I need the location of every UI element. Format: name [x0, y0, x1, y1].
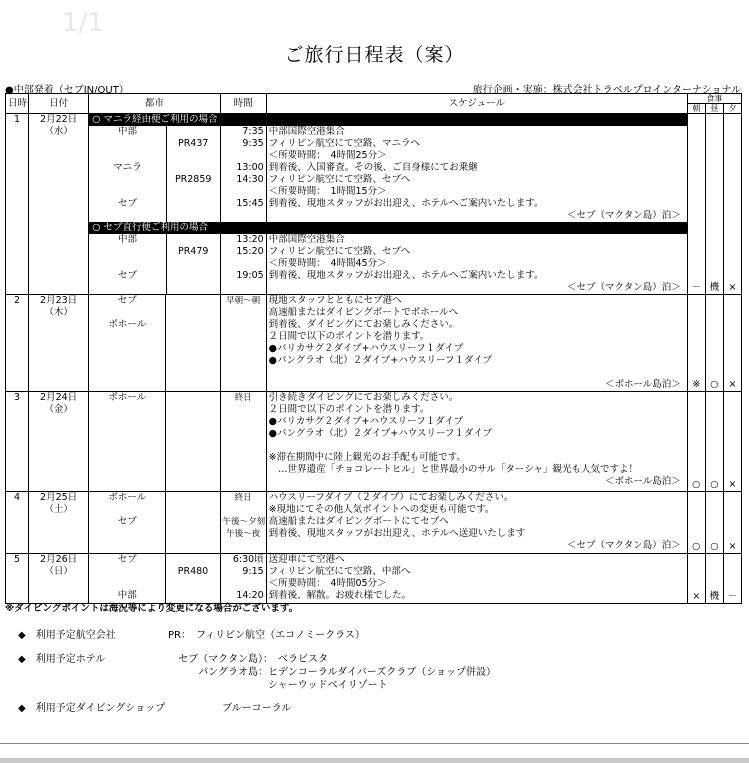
time-line: 午後～夕刻: [222, 517, 266, 527]
time-cell: 7:35: [220, 126, 266, 138]
flight-cell: [166, 186, 220, 198]
day3-stay: ＜ボホール島泊＞: [604, 476, 681, 487]
day4-date: [29, 492, 89, 554]
day1-dinner: ×: [723, 114, 741, 295]
hotel-panglao-1: ヒデンコーラルダイバーズクラブ（ショップ併設）: [268, 667, 496, 678]
day4-schedule: [266, 492, 687, 554]
city-cell: 中部: [117, 234, 137, 245]
schedule-line: ２日間で以下のポイントを潜ります。: [268, 404, 430, 415]
schedule-line: ※現地にてその他人気ポイントへの変更も可能です。: [268, 504, 495, 515]
schedule-line: [269, 440, 685, 452]
day2-date-line2: （木）: [44, 307, 73, 318]
header-date: 日付: [29, 94, 89, 114]
city-line: 中部: [117, 590, 137, 601]
day2-dinner: ×: [723, 295, 741, 392]
day1-date-line1: 2月22日: [40, 114, 78, 125]
flight-cell: PR2859: [166, 174, 220, 186]
schedule-line: ※滞在期間中に陸上観光のお手配も可能です。: [268, 452, 466, 463]
day1-num: 1: [6, 114, 29, 295]
page-counter: 1/1: [62, 8, 104, 38]
day2-lunch: ○: [705, 295, 723, 392]
city-line: セブ: [117, 295, 137, 306]
day1-stay-b: ＜セブ（マクタン島）泊＞: [266, 282, 687, 294]
day1-section-b: ○ セブ直行便ご利用の場合: [89, 222, 687, 234]
flight-cell: [166, 126, 220, 138]
day3-dinner: ×: [723, 392, 741, 492]
time-line: 午後～夜: [226, 529, 261, 539]
flight-line: PR480: [177, 566, 209, 577]
time-cell: 14:30: [220, 174, 266, 186]
day4-breakfast: ○: [687, 492, 705, 554]
day1-date-line2: （水）: [44, 126, 73, 137]
header-dinner: 夕: [723, 104, 741, 114]
day2-city: [89, 295, 166, 392]
time-line: 14:20: [236, 590, 264, 601]
schedule-line: フィリピン航空にて空路、セブへ: [266, 174, 687, 186]
flight-cell: [166, 258, 220, 270]
day2-time: 早朝～朝: [220, 295, 266, 392]
time-cell: [220, 258, 266, 270]
schedule-line: ●バリカサグ２ダイブ+ハウスリーフ１ダイブ: [268, 416, 464, 427]
day4-date-line2: （土）: [44, 504, 73, 515]
day5-breakfast: ×: [687, 554, 705, 604]
airline-value: PR： フィリピン航空（エコノミークラス）: [168, 630, 365, 641]
header-day: 日時: [6, 94, 29, 114]
day1-stay-a: ＜セブ（マクタン島）泊＞: [266, 210, 687, 222]
schedule-line: ２日間で以下のポイントを潜ります。: [268, 331, 430, 342]
day5-schedule: [266, 554, 687, 604]
city-line: ボホール: [108, 492, 147, 503]
time-cell: 9:35: [220, 138, 266, 150]
schedule-line: ＜所要時間： 4時間25分＞: [266, 150, 687, 162]
schedule-line: 到着後、入国審査。その後、ご自身様にてお乗継: [266, 162, 687, 174]
day2-date: [29, 295, 89, 392]
flight-cell: [166, 150, 220, 162]
schedule-line: ハウスリーフダイブ（２ダイブ）にてお楽しみください。: [268, 492, 514, 503]
day5-flight: [166, 554, 220, 604]
time-cell: 13:00: [220, 162, 266, 174]
dive-shop-value: ブルーコーラル: [222, 703, 292, 714]
time-cell: [220, 186, 266, 198]
schedule-line: 到着後、現地スタッフがお出迎え、ホテルへご案内いたします。: [266, 270, 687, 282]
day1-date: [29, 114, 89, 295]
flight-cell: [166, 198, 220, 210]
day2-date-line1: 2月23日: [40, 295, 78, 306]
airline-label: ◆ 利用予定航空会社: [18, 630, 116, 641]
day4-dinner: ×: [723, 492, 741, 554]
dive-shop-label: ◆ 利用予定ダイビングショップ: [18, 703, 166, 714]
schedule-line: フィリピン航空にて空路、マニラへ: [266, 138, 687, 150]
day2-stay: ＜ボホール島泊＞: [604, 379, 681, 390]
day4-lunch: ○: [705, 492, 723, 554]
itinerary-table: [5, 93, 742, 604]
header-city: 都市: [89, 94, 220, 114]
day3-breakfast: ○: [687, 392, 705, 492]
flight-cell: [166, 234, 220, 246]
bottom-bar: [0, 758, 749, 763]
city-cell: マニラ: [113, 162, 142, 173]
schedule-line: ＜所要時間： 1時間15分＞: [266, 186, 687, 198]
time-line: 6:30頃: [232, 554, 264, 565]
city-cell: [89, 150, 166, 162]
day5-lunch: 機: [705, 554, 723, 604]
city-cell: [89, 138, 166, 150]
city-cell: セブ: [117, 198, 137, 209]
schedule-line: 到着後、現地スタッフがお出迎え、ホテルへ送迎いたします: [268, 528, 526, 539]
day2-num: 2: [6, 295, 29, 392]
schedule-line: 到着後、ダイビングにてお楽しみください。: [268, 319, 459, 330]
city-cell: 中部: [117, 126, 137, 137]
day3-num: 3: [6, 392, 29, 492]
day5-date-line2: （日）: [44, 566, 73, 577]
schedule-line: ●バリカサグ２ダイブ+ハウスリーフ１ダイブ: [268, 343, 464, 354]
schedule-line: 中部国際空港集合: [266, 234, 687, 246]
day3-schedule: [266, 392, 687, 492]
day2-breakfast: ※: [687, 295, 705, 392]
day4-stay: ＜セブ（マクタン島）泊＞: [566, 540, 681, 551]
header-time: 時間: [220, 94, 266, 114]
header-lunch: 昼: [705, 104, 723, 114]
day1-section-a: ○ マニラ経由便ご利用の場合: [89, 114, 687, 126]
schedule-line: 高速船またはダイビングボートでボホールへ: [268, 307, 459, 318]
day1-row: [6, 114, 742, 295]
schedule-line: 高速船またはダイビングボートにてセブへ: [268, 516, 449, 527]
day5-num: 5: [6, 554, 29, 604]
schedule-line: フィリピン航空にて空路、セブへ: [266, 246, 687, 258]
schedule-line: ＜所要時間： 4時間05分＞: [268, 578, 387, 589]
day1-lunch: 機: [705, 114, 723, 295]
day5-dinner: －: [723, 554, 741, 604]
time-cell: 19:05: [220, 270, 266, 282]
day1-breakfast: －: [687, 114, 705, 295]
schedule-line: ●パングラオ（北）２ダイブ+ハウスリーフ１ダイブ: [268, 428, 493, 439]
day3-date-line2: （金）: [44, 404, 73, 415]
time-line: 終日: [234, 493, 252, 503]
dive-point-note: ※ダイビングポイントは海況等により変更になる場合がございます。: [5, 603, 299, 614]
city-cell: [89, 246, 166, 258]
schedule-line: 引き続きダイビングにてお楽しみください。: [268, 392, 459, 403]
day4-num: 4: [6, 492, 29, 554]
schedule-line: 中部国際空港集合: [266, 126, 687, 138]
day3-date-line1: 2月24日: [40, 392, 78, 403]
bottom-divider: [0, 743, 749, 744]
departure-label: ●中部発着（セブIN/OUT）: [5, 85, 129, 96]
day4-city: [89, 492, 166, 554]
flight-cell: PR479: [166, 246, 220, 258]
day4-row: [6, 492, 742, 554]
schedule-line: ●パングラオ（北）２ダイブ+ハウスリーフ１ダイブ: [268, 355, 493, 366]
schedule-line: ＜所要時間： 4時間45分＞: [266, 258, 687, 270]
day3-city: ボホール: [89, 392, 166, 492]
header-breakfast: 朝: [687, 104, 705, 114]
hotel-panglao-area: パングラオ島：: [198, 667, 268, 678]
flight-cell: [166, 270, 220, 282]
day5-city: [89, 554, 166, 604]
city-line: ボホール: [108, 319, 147, 330]
day5-time: [220, 554, 266, 604]
day1-route-a: [89, 126, 687, 222]
day2-row: [6, 295, 742, 392]
hotel-panglao-2: シャーウッドベイリゾート: [268, 680, 388, 691]
organizer-label: 旅行企画・実施：株式会社トラベルプロインターナショナル: [472, 85, 741, 96]
day4-time: [220, 492, 266, 554]
schedule-line: …世界遺産「チョコレートヒル」と世界最小のサル「ターシャ」観光も人気ですよ！: [268, 464, 639, 475]
city-cell: [89, 186, 166, 198]
day3-time: 終日: [220, 392, 266, 492]
day1-route-b: [89, 234, 687, 294]
time-line: 9:15: [242, 566, 264, 577]
schedule-line: 現地スタッフとともにセブ港へ: [268, 295, 402, 306]
day5-row: [6, 554, 742, 604]
city-line: セブ: [117, 554, 137, 565]
time-cell: [220, 150, 266, 162]
page-title: ご旅行日程表（案）: [284, 44, 465, 66]
day3-lunch: ○: [705, 392, 723, 492]
city-cell: セブ: [117, 270, 137, 281]
header-schedule: スケジュール: [266, 94, 687, 114]
city-line: セブ: [117, 516, 137, 527]
day2-schedule: [266, 295, 687, 392]
schedule-line: 到着後、解散。お疲れ様でした。: [268, 590, 412, 601]
time-cell: 13:20: [220, 234, 266, 246]
schedule-line: 送迎車にて空港へ: [268, 554, 345, 565]
hotel-cebu: ベラビスタ: [278, 654, 328, 665]
hotel-label: ◆ 利用予定ホテル: [18, 654, 106, 665]
schedule-line: 到着後、現地スタッフがお出迎え、ホテルへご案内いたします。: [266, 198, 687, 210]
day4-date-line1: 2月25日: [40, 492, 78, 503]
header-meals: 食事: [687, 94, 741, 104]
time-cell: 15:20: [220, 246, 266, 258]
hotel-cebu-area: セブ（マクタン島）：: [178, 654, 273, 665]
day5-date: [29, 554, 89, 604]
day5-date-line1: 2月26日: [40, 554, 78, 565]
city-cell: [89, 258, 166, 270]
time-cell: 15:45: [220, 198, 266, 210]
day3-date: [29, 392, 89, 492]
flight-cell: [166, 162, 220, 174]
day3-row: [6, 392, 742, 492]
flight-cell: PR437: [166, 138, 220, 150]
city-cell: [89, 174, 166, 186]
schedule-line: フィリピン航空にて空路、中部へ: [268, 566, 411, 577]
